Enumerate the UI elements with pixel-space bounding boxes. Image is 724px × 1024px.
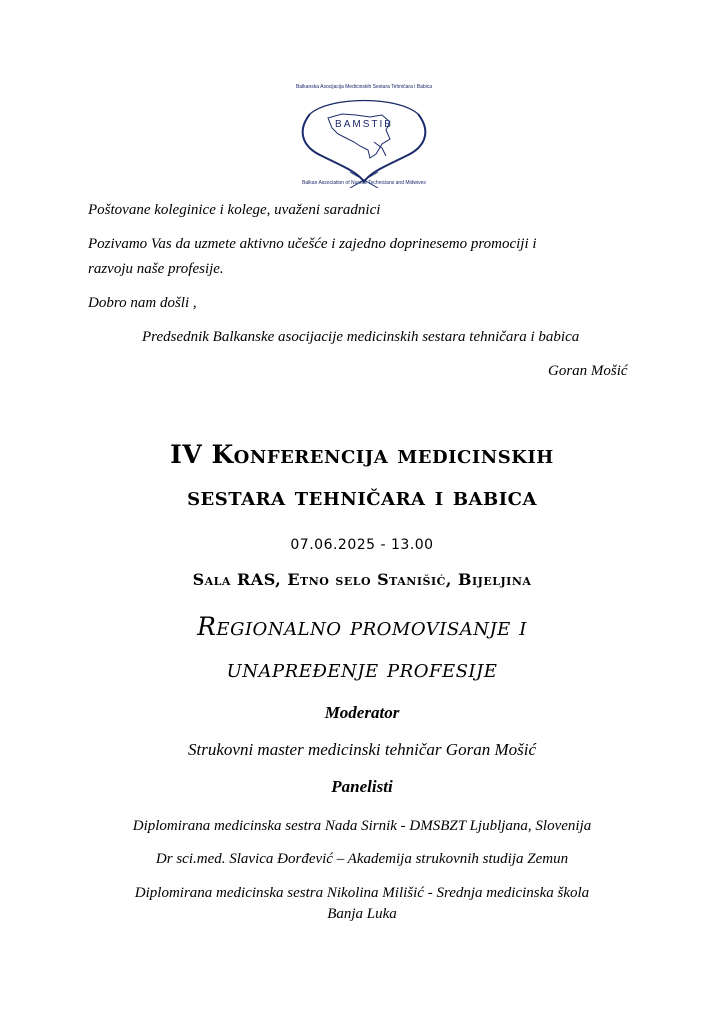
panelist-item-continuation: Banja Luka [327, 906, 397, 922]
logo-bottom-text: Balkan Association of Nurses Technicians and Midwives [302, 180, 426, 186]
moderator-heading: Moderator [324, 703, 400, 722]
conference-theme-line-1: Regionalno promovisanje i [197, 612, 527, 641]
president-title: Predsednik Balkanske asocijacije medicinskih sestara tehničara i babica [142, 329, 580, 345]
welcome-text: Dobro nam došli , [88, 295, 197, 311]
bamstib-logo [290, 84, 438, 188]
panelist-item: Diplomirana medicinska sestra Nikolina Milišić - Srednja medicinska škola [134, 885, 590, 901]
invite-line-2: razvoju naše profesije. [88, 261, 224, 277]
panelist-item: Diplomirana medicinska sestra Nada Sirnik - DMSBZT Ljubljana, Slovenija [132, 818, 592, 834]
logo-name: BAMSTIB [335, 119, 393, 130]
panelist-item: Dr sci.med. Slavica Đorđević – Akademija strukovnih studija Zemun [155, 851, 569, 867]
president-name: Goran Mošić [548, 363, 628, 379]
invite-line-1: Pozivamo Vas da uzmete aktivno učešće i zajedno doprinesemo promociji i [88, 236, 537, 252]
logo-emblem-icon [290, 84, 438, 188]
conference-title-line-2: sestara tehničara i babica [187, 482, 537, 511]
moderator-name: Strukovni master medicinski tehničar Goran Mošić [188, 740, 536, 759]
conference-theme-line-2: unapređenje profesije [226, 654, 498, 683]
conference-venue: Sala RAS, Etno selo Stanišić, Bijeljina [192, 570, 532, 589]
greeting-text: Poštovane koleginice i kolege, uvaženi saradnici [88, 202, 381, 218]
conference-title-line-1: IV Konferencija medicinskih [170, 440, 554, 469]
panelists-heading: Panelisti [331, 777, 393, 796]
conference-datetime: 07.06.2025 - 13.00 [290, 537, 434, 553]
logo-top-text: Balkanska Asocijacija Medicinskih Sestara Tehničara i Babica [295, 84, 433, 90]
